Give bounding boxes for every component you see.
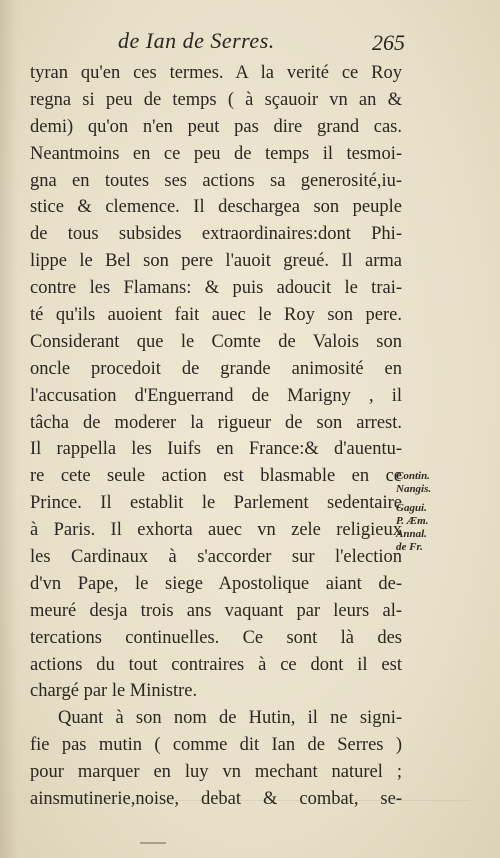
margin-note: Contin. xyxy=(396,470,430,482)
text-line: chargé par le Ministre. xyxy=(30,681,198,702)
text-line: tercations continuelles. Ce sont là des xyxy=(30,627,402,648)
text-line: Considerant que le Comte de Valois son xyxy=(30,331,402,352)
text-line: actions du tout contraires à ce dont il est xyxy=(30,654,402,675)
foot-mark xyxy=(140,842,166,844)
running-head: de Ian de Serres. xyxy=(118,28,275,53)
body-text xyxy=(30,60,402,813)
text-line: fie pas mutin ( comme dit Ian de Serres ) xyxy=(30,735,402,756)
text-line: meuré desja trois ans vaquant par leurs al- xyxy=(30,600,402,621)
text-line: lippe le Bel son pere l'auoit greué. Il arma xyxy=(30,251,402,272)
text-line: les Cardinaux à s'accorder sur l'election xyxy=(30,547,402,568)
text-line: oncle procedoit de grande animosité en xyxy=(30,358,402,379)
text-line: l'accusation d'Enguerrand de Marigny , il xyxy=(30,385,402,406)
margin-note: de Fr. xyxy=(396,541,423,553)
page-number: 265 xyxy=(372,30,405,55)
text-line: tyran qu'en ces termes. A la verité ce Roy xyxy=(30,63,402,83)
paper-crease xyxy=(30,800,470,801)
text-line: regna si peu de temps ( à sçauoir vn an & xyxy=(30,89,402,110)
text-line: re cete seule action est blasmable en ce xyxy=(30,466,402,487)
text-line: demi) qu'on n'en peut pas dire grand cas. xyxy=(30,116,402,137)
margin-note: Nangis. xyxy=(396,483,432,495)
margin-note: Gagui. xyxy=(396,502,427,514)
text-line: gna en toutes ses actions sa generosité,iu- xyxy=(30,170,402,191)
text-line: Neantmoins en ce peu de temps il tesmoi- xyxy=(30,143,402,164)
margin-notes xyxy=(396,470,496,554)
text-line: stice & clemence. Il deschargea son peuple xyxy=(30,197,402,218)
page-header xyxy=(0,28,500,58)
margin-note: Annal. xyxy=(396,528,427,540)
text-line: d'vn Pape, le siege Apostolique aiant de- xyxy=(30,573,402,594)
text-line: à Paris. Il exhorta auec vn zele religieux xyxy=(30,520,402,541)
gutter-shadow xyxy=(0,0,18,858)
text-line: contre les Flamans: & puis adoucit le trai- xyxy=(30,278,402,299)
text-line: Quant à son nom de Hutin, il ne signi- xyxy=(58,708,402,729)
text-line: de tous subsides extraordinaires:dont Phi- xyxy=(30,224,402,245)
text-line: ainsmutinerie,noise, debat & combat, se- xyxy=(30,789,402,810)
text-line: té qu'ils auoient fait auec le Roy son pere. xyxy=(30,305,402,326)
text-line: Prince. Il establit le Parlement sedentaire xyxy=(30,493,402,514)
text-line: pour marquer en luy vn mechant naturel ; xyxy=(30,762,402,783)
text-line: Il rappella les Iuifs en France:& d'auentu- xyxy=(30,439,402,460)
text-line: tâcha de moderer la rigueur de son arrest. xyxy=(30,412,402,433)
margin-note: P. Æm. xyxy=(396,515,429,527)
